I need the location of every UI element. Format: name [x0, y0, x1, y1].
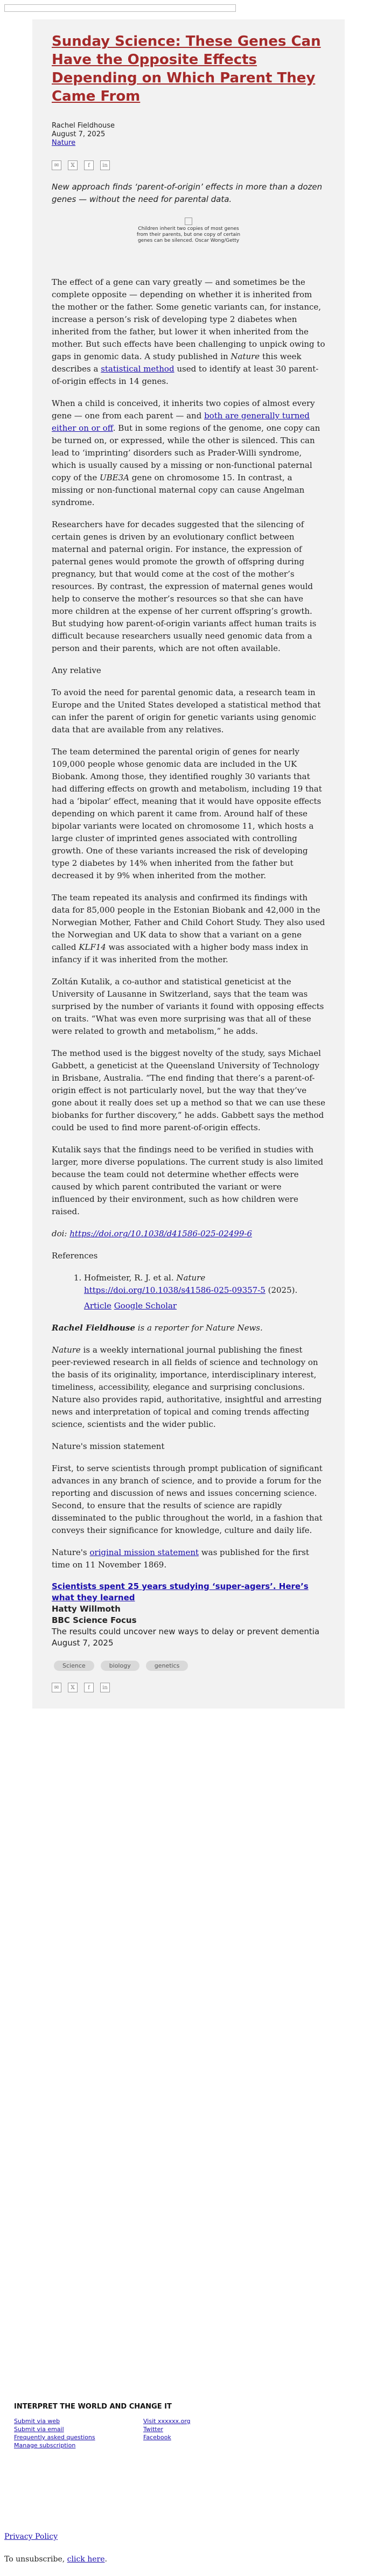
promo-title [52, 1581, 325, 1604]
p6-gene: KLF14 [79, 942, 106, 952]
unsubscribe-link[interactable]: click here [67, 2555, 105, 2564]
p6-start: The team repeated its analysis and confirmed its findings with data for 85,000 people in the Estonian Biobank and 42,000 in the Norwegian Mother, Father and Child Cohort Study. They also used the Norwegian and UK data to show that a variant on a gene called [52, 893, 325, 952]
footer-faq[interactable]: Frequently asked questions [14, 2434, 95, 2441]
p2-gene: UBE3A [99, 473, 129, 482]
share-facebook-icon[interactable]: f [84, 160, 94, 170]
share-email-icon[interactable]: ✉ [52, 1683, 61, 1692]
share-twitter-icon[interactable]: 𝕏 [68, 160, 78, 170]
footer-heading: INTERPRET THE WORLD AND CHANGE IT [14, 2403, 172, 2411]
share-facebook-icon[interactable]: f [84, 1683, 94, 1692]
top-banner [0, 0, 377, 19]
footer [14, 2403, 359, 2449]
p2-end: gene on chromosome 15. In contrast, a missing or non-functional maternal copy can cause Angelman syndrome. [52, 473, 305, 507]
author-name: Rachel Fieldhouse [52, 122, 115, 130]
ref-journal: Nature [173, 1273, 206, 1283]
article-title[interactable]: Sunday Science: These Genes Can Have the Opposite Effects Depending on Which Parent They Came From [52, 33, 321, 104]
share-twitter-icon[interactable]: 𝕏 [68, 1683, 78, 1692]
statistical-method-link[interactable]: statistical method [101, 364, 174, 374]
ref-doi-link[interactable]: https://doi.org/10.1038/s41586-025-09357-5 [84, 1285, 266, 1295]
article-card [32, 19, 345, 1709]
privacy-line [4, 2532, 58, 2542]
mission-note [52, 1546, 325, 1571]
p1-text: The effect of a gene can vary greatly — and sometimes be the complete opposite — depending on whether it is inherited from the mother or the father. Some genetic variants can, for instance, increase a person’s risk of developing type 2 diabetes when inherited from the father, but lower it when inherited from the mother. But such effects have been challenging to unpick owing to gaps in genomic data. A study published in [52, 277, 325, 361]
source-link[interactable]: Nature [52, 139, 76, 147]
ref-scholar-link[interactable]: Google Scholar [114, 1301, 177, 1311]
footer-facebook[interactable]: Facebook [143, 2434, 171, 2441]
tag-genetics[interactable]: genetics [146, 1661, 188, 1671]
footer-twitter[interactable]: Twitter [143, 2426, 163, 2433]
p1-mid: this week describes a [52, 352, 302, 374]
p1-journal: Nature [231, 352, 260, 361]
privacy-link[interactable]: Privacy Policy [4, 2532, 58, 2541]
share-row-top [52, 160, 325, 170]
body-paragraph-1 [52, 276, 325, 388]
nature-name: Nature [52, 1345, 81, 1355]
figure-caption: Children inherit two copies of most genes from their parents, but one copy of certain genes can be silenced. Oscar Wong/Getty [136, 226, 241, 243]
article-figure [52, 218, 325, 244]
promo-block [52, 1581, 325, 1649]
mission-prefix: Nature's [52, 1548, 90, 1557]
header-image-placeholder [4, 4, 236, 12]
tag-list [54, 1661, 325, 1671]
promo-date: August 7, 2025 [52, 1638, 114, 1648]
footer-manage-subscription[interactable]: Manage subscription [14, 2442, 76, 2449]
body-paragraph-4: To avoid the need for parental genomic data, a research team in Europe and the United States developed a statistical method that can infer the parent of origin for genetic variants using genomic data that are available from any relatives. [52, 688, 321, 734]
unsubscribe-line [4, 2554, 107, 2564]
promo-author: Hatty Willmoth [52, 1604, 121, 1614]
body-paragraph-5: The team determined the parental origin of genes for nearly 109,000 people whose genomic data are included in the UK Biobank. Among those, they identified roughly 30 variants that had differing effects on growth and metabolism, including 19 that had a ‘bipolar’ effect, meaning that it would have opposite effects depending on which parent it came from. Around half of these bipolar variants were located on chromosome 11, which hosts a large cluster of imprinted genes associated with controlling growth. One of these variants increased the risk of developing type 2 diabetes by 14% when inherited from the father but decreased it by 9% when inherited from the mother. [52, 747, 322, 880]
mission-suffix: was published for the first time on 11 November 1869. [52, 1548, 309, 1570]
publish-date: August 7, 2025 [52, 130, 106, 138]
reference-item [84, 1272, 325, 1312]
mission-link[interactable]: original mission statement [89, 1548, 199, 1557]
footer-links [14, 2417, 359, 2449]
ref-year: (2025). [265, 1285, 298, 1295]
body-paragraph-7: Zoltán Kutalik, a co-author and statistical geneticist at the University of Lausanne in Switzerland, says that the team was surprised by the number of variants it found with opposing effects on traits. “What was even more surprising was that all of these were related to growth and metabolism,” he adds. [52, 977, 324, 1036]
byline [52, 122, 325, 148]
standfirst: New approach finds ‘parent-of-origin’ effects in more than a dozen genes — without the need for parental data. [52, 182, 323, 204]
reporter-name: Rachel Fieldhouse [52, 1323, 135, 1333]
share-email-icon[interactable]: ✉ [52, 160, 61, 170]
footer-submit-web[interactable]: Submit via web [14, 2418, 60, 2425]
body-paragraph-3: Researchers have for decades suggested that the silencing of certain genes is driven by an evolutionary conflict between maternal and paternal origin. For instance, the expression of paternal genes would promote the growth of offspring during pregnancy, but that would come at the cost of the mother’s resources. By contrast, the expression of maternal genes would help to conserve the mother’s resources so that she can have more children at the expense of her current offspring’s growth. But studying how parent-of-origin variants affect human traits is difficult because researchers usually need genomic data from a person and their parents, which are not often available. [52, 520, 317, 653]
promo-title-link[interactable]: Scientists spent 25 years studying ‘super-agers’. Here’s what they learned [52, 1581, 309, 1602]
reporter-pub: Nature News [205, 1323, 261, 1333]
mission-text: First, to serve scientists through prompt publication of significant advances in any branch of science, and to provide a forum for the reporting and discussion of news and issues concerning science. Second, to ensure that the results of science are rapidly disseminated to the public throughout the world, in a fashion that conveys their significance for knowledge, culture and daily life. [52, 1464, 323, 1535]
share-linkedin-icon[interactable]: in [100, 160, 110, 170]
body-paragraph-9: Kutalik says that the findings need to be verified in studies with larger, more diverse populations. The current study is also limited because the team could not determine whether effects were caused by which parent contributed the variant or were influenced by their environment, such as how children were raised. [52, 1145, 324, 1216]
footer-submit-email[interactable]: Submit via email [14, 2426, 64, 2433]
reporter-note: Rachel Fieldhouse is a reporter for Nature News. [52, 1323, 263, 1333]
share-linkedin-icon[interactable]: in [100, 1683, 110, 1692]
nature-description [52, 1344, 325, 1431]
doi-line [52, 1228, 325, 1240]
tag-science[interactable]: Science [54, 1661, 94, 1671]
promo-org: BBC Science Focus [52, 1615, 137, 1625]
share-row-bottom [52, 1683, 325, 1692]
reporter-rest: is a reporter for [135, 1323, 206, 1333]
imprinting-link[interactable]: both are generally turned either on or off [52, 411, 310, 433]
body-paragraph-6 [52, 892, 325, 966]
promo-desc: The results could uncover new ways to delay or prevent dementia [52, 1627, 320, 1636]
mission-heading: Nature's mission statement [52, 1441, 165, 1451]
doi-link[interactable]: https://doi.org/10.1038/d41586-025-02499-6 [69, 1229, 252, 1238]
tag-biology[interactable]: biology [101, 1661, 139, 1671]
footer-visit-site[interactable]: Visit xxxxxx.org [143, 2418, 191, 2425]
unsubscribe-prefix: To unsubscribe, [4, 2555, 67, 2564]
unsubscribe-suffix: . [104, 2555, 107, 2564]
p2-mid: . But in some regions of the genome, one copy can be turned on, or expressed, while the other is silenced. This can lead to ‘imprinting’ disorders such as Prader-Willi syndrome, which is usually caused by a missing or non-functional paternal copy of the [52, 423, 320, 482]
p6-end: was associated with a higher body mass index in infancy if it was inherited from the mother. [52, 942, 309, 964]
ref-article-link[interactable]: Article [84, 1301, 111, 1311]
doi-label: doi: [52, 1229, 70, 1238]
nature-desc: is a weekly international journal publishing the finest peer-reviewed research in all fields of science and technology on the basis of its originality, importance, interdisciplinary interest, timeliness, accessibility, elegance and surprising conclusions. Nature also provides rapid, authoritative, insightful and arresting news and interpretation of topical and coming trends affecting science, scientists and the wider public. [52, 1345, 322, 1429]
references-heading: References [52, 1251, 98, 1261]
body-paragraph-8: The method used is the biggest novelty of the study, says Michael Gabbett, a geneticist at the Queensland University of Technology in Brisbane, Australia. “The end finding that there’s a parent-of-origin effect is not particularly novel, but the way that they’ve gone about it really does set up a method so that we can use these biobanks for further discovery,” he adds. Gabbett says the method could be used to find more parent-of-origin effects. [52, 1048, 325, 1132]
section-subhead: Any relative [52, 666, 101, 675]
ref-links [84, 1300, 325, 1312]
p1-end: used to identify at least 30 parent-of-origin effects in 14 genes. [52, 364, 319, 386]
p2-start: When a child is conceived, it inherits two copies of almost every gene — one from each parent — and [52, 398, 315, 421]
ref-authors: Hofmeister, R. J. et al. [84, 1273, 174, 1283]
figure-image-placeholder [185, 218, 192, 225]
body-paragraph-2 [52, 397, 325, 509]
references-list [52, 1272, 325, 1312]
